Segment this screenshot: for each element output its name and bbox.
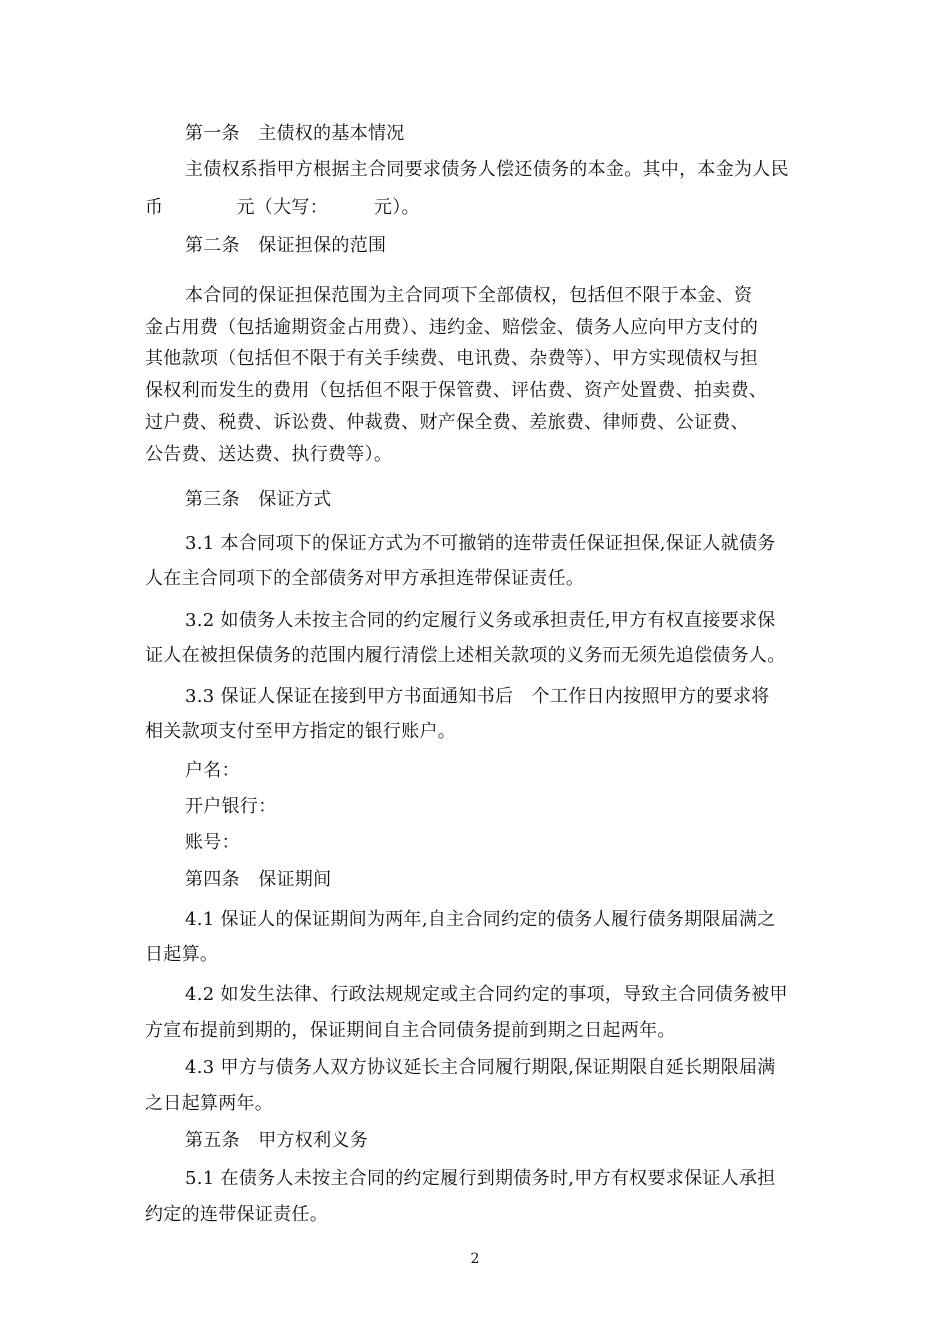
paragraph-line: 证人在被担保债务的范围内履行清偿上述相关款项的义务而无须先追偿债务人。 — [145, 645, 786, 666]
paragraph-line: 3.3 保证人保证在接到甲方书面通知书后 个工作日内按照甲方的要求将 — [185, 686, 770, 707]
paragraph-line: 保权利而发生的费用（包括但不限于保管费、评估费、资产处置费、拍卖费、 — [145, 380, 768, 401]
paragraph-line: 4.3 甲方与债务人双方协议延长主合同履行期限,保证期限自延长期限届满 — [185, 1057, 776, 1078]
paragraph-line: 4.1 保证人的保证期间为两年,自主合同约定的债务人履行债务期限届满之 — [185, 909, 776, 930]
paragraph-line: 币 元（大写： 元）。 — [145, 197, 420, 218]
paragraph-line: 主债权系指甲方根据主合同要求债务人偿还债务的本金。其中，本金为人民 — [185, 159, 789, 180]
paragraph-line: 相关款项支付至甲方指定的银行账户。 — [145, 721, 457, 742]
paragraph-line: 本合同的保证担保范围为主合同项下全部债权，包括但不限于本金、资 — [185, 285, 753, 306]
account-number-label: 账号： — [185, 832, 240, 853]
paragraph-line: 5.1 在债务人未按主合同的约定履行到期债务时,甲方有权要求保证人承担 — [185, 1168, 776, 1189]
account-name-label: 户名： — [185, 760, 240, 781]
page-number: 2 — [470, 1251, 480, 1267]
paragraph-line: 4.2 如发生法律、行政法规规定或主合同约定的事项，导致主合同债务被甲 — [185, 984, 788, 1005]
paragraph-line: 3.1 本合同项下的保证方式为不可撤销的连带责任保证担保,保证人就债务 — [185, 533, 776, 554]
article-2-heading: 第二条 保证担保的范围 — [185, 235, 387, 256]
paragraph-line: 过户费、税费、诉讼费、仲裁费、财产保全费、差旅费、律师费、公证费、 — [145, 412, 749, 433]
article-1-heading: 第一条 主债权的基本情况 — [185, 123, 405, 144]
bank-label: 开户银行： — [185, 796, 277, 817]
article-5-heading: 第五条 甲方权利义务 — [185, 1130, 368, 1151]
paragraph-line: 之日起算两年。 — [145, 1093, 274, 1114]
paragraph-line: 方宣布提前到期的，保证期间自主合同债务提前到期之日起两年。 — [145, 1020, 676, 1041]
paragraph-line: 公告费、送达费、执行费等）。 — [145, 444, 393, 465]
paragraph-line: 3.2 如债务人未按主合同的约定履行义务或承担责任,甲方有权直接要求保 — [185, 610, 776, 631]
paragraph-line: 日起算。 — [145, 944, 219, 965]
paragraph-line: 人在主合同项下的全部债务对甲方承担连带保证责任。 — [145, 568, 585, 589]
article-3-heading: 第三条 保证方式 — [185, 489, 332, 510]
paragraph-line: 其他款项（包括但不限于有关手续费、电讯费、杂费等）、甲方实现债权与担 — [145, 348, 759, 369]
paragraph-line: 金占用费（包括逾期资金占用费）、违约金、赔偿金、债务人应向甲方支付的 — [145, 317, 759, 338]
paragraph-line: 约定的连带保证责任。 — [145, 1204, 328, 1225]
article-4-heading: 第四条 保证期间 — [185, 869, 332, 890]
